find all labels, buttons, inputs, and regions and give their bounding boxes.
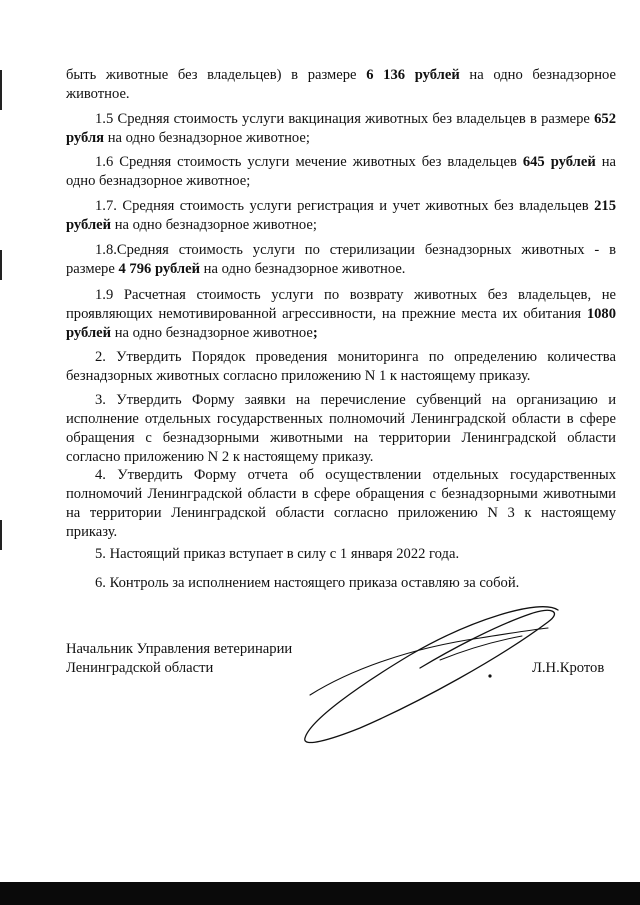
scan-edge-mark — [0, 70, 2, 110]
paragraph-1-9 — [66, 286, 616, 343]
punctuation-bold: ; — [312, 325, 318, 341]
scan-bottom-border — [0, 882, 640, 905]
paragraph-text: 1.8.Средняя стоимость услуги по стерилизации безнадзорных животных - в размере — [66, 242, 616, 277]
signatory-title-line-2: Ленинградской области — [66, 660, 214, 676]
paragraph-1-7 — [66, 197, 616, 235]
paragraph-6: 6. Контроль за исполнением настоящего приказа оставляю за собой. — [95, 575, 520, 591]
paragraph-1-6 — [66, 153, 616, 191]
paragraph-1-5 — [66, 110, 616, 148]
handwritten-signature — [290, 600, 570, 750]
signatory-title-line-1: Начальник Управления ветеринарии — [66, 641, 293, 657]
amount-bold: 6 136 рублей — [366, 67, 460, 83]
signatory-name: Л.Н.Кротов — [532, 660, 605, 676]
paragraph-text: на одно безнадзорное животное; — [104, 130, 310, 146]
scan-edge-mark — [0, 250, 2, 280]
amount-bold: 215 рублей — [66, 198, 616, 233]
scan-edge-mark — [0, 520, 2, 550]
signatory-title — [66, 640, 292, 678]
paragraph-text: на одно безнадзорное животное — [111, 325, 313, 341]
paragraph-text: на одно безнадзорное животное; — [111, 217, 317, 233]
amount-bold: 4 796 рублей — [118, 261, 200, 277]
paragraph-3: 3. Утвердить Форму заявки на перечисление субвенций на организацию и исполнение отдельных государственных полномочий Ленинградской области в сфере обращения с безнадзорными животными на территории Ленинградской области согласно приложению N 2 к настоящему приказу. — [66, 392, 616, 465]
paragraph-text: на одно безнадзорное животное. — [66, 67, 616, 102]
paragraph-text: 1.6 Средняя стоимость услуги мечение животных без владельцев — [95, 154, 523, 170]
paragraph-text: на одно безнадзорное животное; — [66, 154, 616, 189]
paragraph-text: 1.7. Средняя стоимость услуги регистрация и учет животных без владельцев — [95, 198, 595, 214]
amount-bold: 652 рубля — [66, 111, 616, 146]
paragraph-2: 2. Утвердить Порядок проведения мониторинга по определению количества безнадзорных животных согласно приложению N 1 к настоящему приказу. — [66, 349, 616, 384]
amount-bold: 645 рублей — [522, 154, 596, 170]
paragraph-text: 1.5 Средняя стоимость услуги вакцинация животных без владельцев в размере — [95, 111, 595, 127]
paragraph-1-8 — [66, 241, 616, 279]
paragraph-text: на одно безнадзорное животное. — [200, 261, 406, 277]
paragraph-text: 1.9 Расчетная стоимость услуги по возврату животных без владельцев, не проявляющих немотивированной агрессивности, на прежние места их обитания — [66, 287, 616, 322]
amount-bold: 1080 рублей — [66, 306, 616, 341]
paragraph-5: 5. Настоящий приказ вступает в силу с 1 января 2022 года. — [95, 546, 460, 562]
paragraph-1-4-continuation — [66, 66, 616, 104]
paragraph-text: быть животные без владельцев) в размере — [66, 67, 367, 83]
paragraph-4: 4. Утвердить Форму отчета об осуществлении отдельных государственных полномочий Ленинградской области в сфере обращения с безнадзорными животными на территории Ленинградской области согласно приложению N 3 к настоящему приказу. — [66, 467, 616, 540]
